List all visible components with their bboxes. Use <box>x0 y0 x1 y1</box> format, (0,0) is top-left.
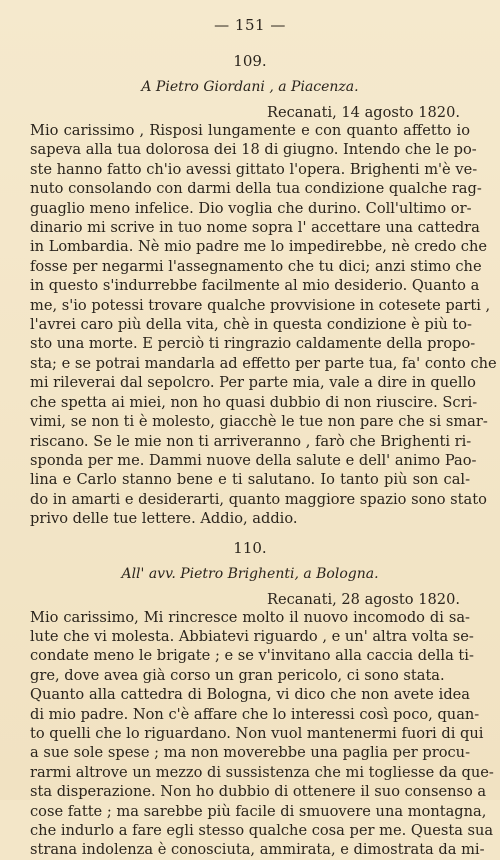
letter-line: privo delle tue lettere. Addio, addio. <box>30 510 298 528</box>
letter-line: guaglio meno infelice. Dio voglia che durino. Coll'ultimo or- <box>30 199 472 217</box>
letter-line: gre, dove avea già corso un gran pericolo, ci sono stata. <box>30 666 445 684</box>
letter-line: sta; e se potrai mandarla ad effetto per parte tua, fa' conto che <box>30 354 497 372</box>
letter-line: fosse per negarmi l'assegnamento che tu dici; anzi stimo che <box>30 257 482 275</box>
letter-line: mi rileverai dal sepolcro. Per parte mia, vale a dire in quello <box>30 374 476 392</box>
letter-line: in questo s'indurrebbe facilmente al mio desiderio. Quanto a <box>30 277 480 295</box>
letter-line: to quelli che lo riguardano. Non vuol mantenermi fuori di qui <box>30 724 484 742</box>
letter-body <box>30 608 494 860</box>
letter-110 <box>30 538 494 860</box>
letter-line: me, s'io potessi trovare qualche provvisione in cotesete parti , <box>30 296 491 314</box>
letter-line: condate meno le brigate ; e se v'invitano alla caccia della ti- <box>30 647 474 665</box>
letter-line: che spetta ai miei, non ho quasi dubbio di non riuscire. Scri- <box>30 393 478 411</box>
letter-line: lina e Carlo stanno bene e ti salutano. Io tanto più son cal- <box>30 471 470 489</box>
letter-line: a sue sole spese ; ma non moverebbe una paglia per procu- <box>30 744 470 762</box>
letter-line: nuto consolando con darmi della tua condizione qualche rag- <box>30 180 482 198</box>
letter-line: Mio carissimo , Risposi lungamente e con quanto affetto io <box>30 122 470 139</box>
letter-line: ste hanno fatto ch'io avessi gittato l'opera. Brighenti m'è ve- <box>30 160 478 178</box>
letter-line: strana indolenza è conosciuta, ammirata, e dimostrata da mi- <box>30 841 485 859</box>
letter-line: riscano. Se le mie non ti arriveranno , farò che Brighenti ri- <box>30 432 472 450</box>
letter-heading: A Pietro Giordani , a Piacenza. <box>141 79 359 95</box>
letter-line: cose fatte ; ma sarebbe più facile di smuovere una montagna, <box>30 802 487 820</box>
letter-heading: All' avv. Pietro Brighenti, a Bologna. <box>121 565 379 582</box>
letter-line: Quanto alla cattedra di Bologna, vi dico che non avete idea <box>30 686 470 704</box>
letter-line: sapeva alla tua dolorosa dei 18 di giugno. Intendo che le po- <box>30 141 477 159</box>
letter-dateline: Recanati, 28 agosto 1820. <box>266 590 460 608</box>
letter-line: che indurlo a fare egli stesso qualche cosa per me. Questa sua <box>30 822 494 839</box>
letter-line: Mio carissimo, Mi rincresce molto il nuovo incomodo di sa- <box>30 608 470 626</box>
letter-line: lute che vi molesta. Abbiatevi riguardo , e un' altra volta se- <box>30 627 474 645</box>
letter-line: sto una morte. E perciò ti ringrazio caldamente della propo- <box>30 335 476 353</box>
letter-line: rarmi altrove un mezzo di sussistenza che mi togliesse da que- <box>30 763 494 781</box>
letter-dateline: Recanati, 14 agosto 1820. <box>266 104 460 121</box>
letter-line: di mio padre. Non c'è affare che lo interessi così poco, quan- <box>30 705 480 723</box>
letter-line: in Lombardia. Nè mio padre me lo impedirebbe, nè credo che <box>30 238 487 256</box>
letter-109 <box>30 52 497 529</box>
letter-number: 109. <box>233 52 267 70</box>
letter-line: sta disperazione. Non ho dubbio di ottenere il suo consenso a <box>30 783 487 801</box>
letter-body <box>30 121 497 529</box>
letter-line: vimi, se non ti è molesto, giacchè le tue non pare che si smar- <box>30 413 488 431</box>
letter-line: dinario mi scrive in tuo nome sopra l' accettare una cattedra <box>30 219 480 237</box>
letter-number: 110. <box>233 538 267 557</box>
letter-line: sponda per me. Dammi nuove della salute e dell' animo Pao- <box>30 451 477 469</box>
letter-line: l'avrei caro più della vita, chè in questa condizione è più to- <box>30 316 472 334</box>
letter-line: do in amarti e desiderarti, quanto maggiore spazio sono stato <box>30 490 487 508</box>
page-number: — 151 — <box>214 16 286 34</box>
